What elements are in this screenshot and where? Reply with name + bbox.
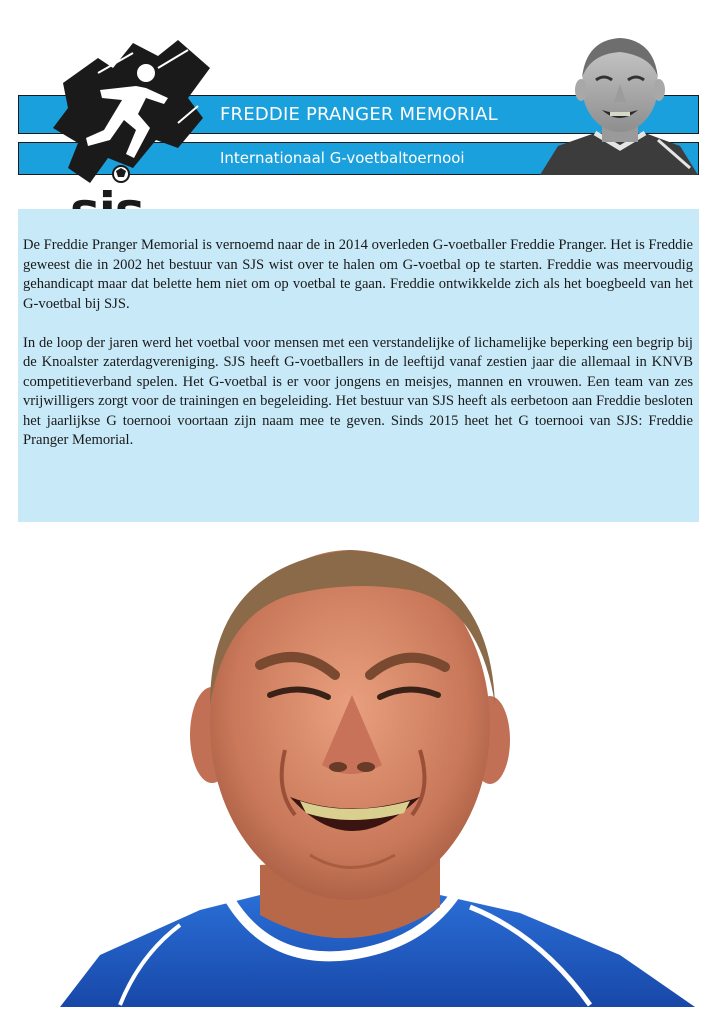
- football-player-icon: [38, 28, 218, 188]
- portrait-small-image: [540, 28, 698, 175]
- page-title: FREDDIE PRANGER MEMORIAL: [220, 104, 498, 125]
- intro-paragraph: De Freddie Pranger Memorial is vernoemd naar de in 2014 overleden G-voetballer Freddie Pranger. Het is Freddie geweest die in 2002 het bestuur van SJS wist over te halen om G-voetbal op te starten. Freddie was meervoudig gehandicapt maar dat belette hem niet om op voetbal te gaan. Freddie ontwikkelde zich als het boegbeeld van het G-voetbal bij SJS.: [23, 237, 693, 312]
- sjs-logo: [38, 28, 218, 238]
- portrait-large-image: [60, 535, 700, 1015]
- page-subtitle: Internationaal G-voetbaltoernooi: [220, 149, 465, 167]
- intro-paragraph: In de loop der jaren werd het voetbal voor mensen met een verstandelijke of lichamelijke beperking een begrip bij de Knoalster zaterdagvereniging. SJS heeft G-voetballers in de leeftijd vanaf zestien jaar die allemaal in KNVB competitieverband spelen. Het G-voetbal is er voor jongens en meisjes, mannen en vrouwen. Een team van zes vrijwilligers zorgt voor de trainingen en begeleiding. Het bestuur van SJS heeft als eerbetoon aan Freddie besloten het jaarlijkse G toernooi voortaan zijn naam mee te geven. Sinds 2015 heet het G toernooi van SJS: Freddie Pranger Memorial.: [23, 334, 693, 448]
- intro-text-box: [18, 209, 699, 522]
